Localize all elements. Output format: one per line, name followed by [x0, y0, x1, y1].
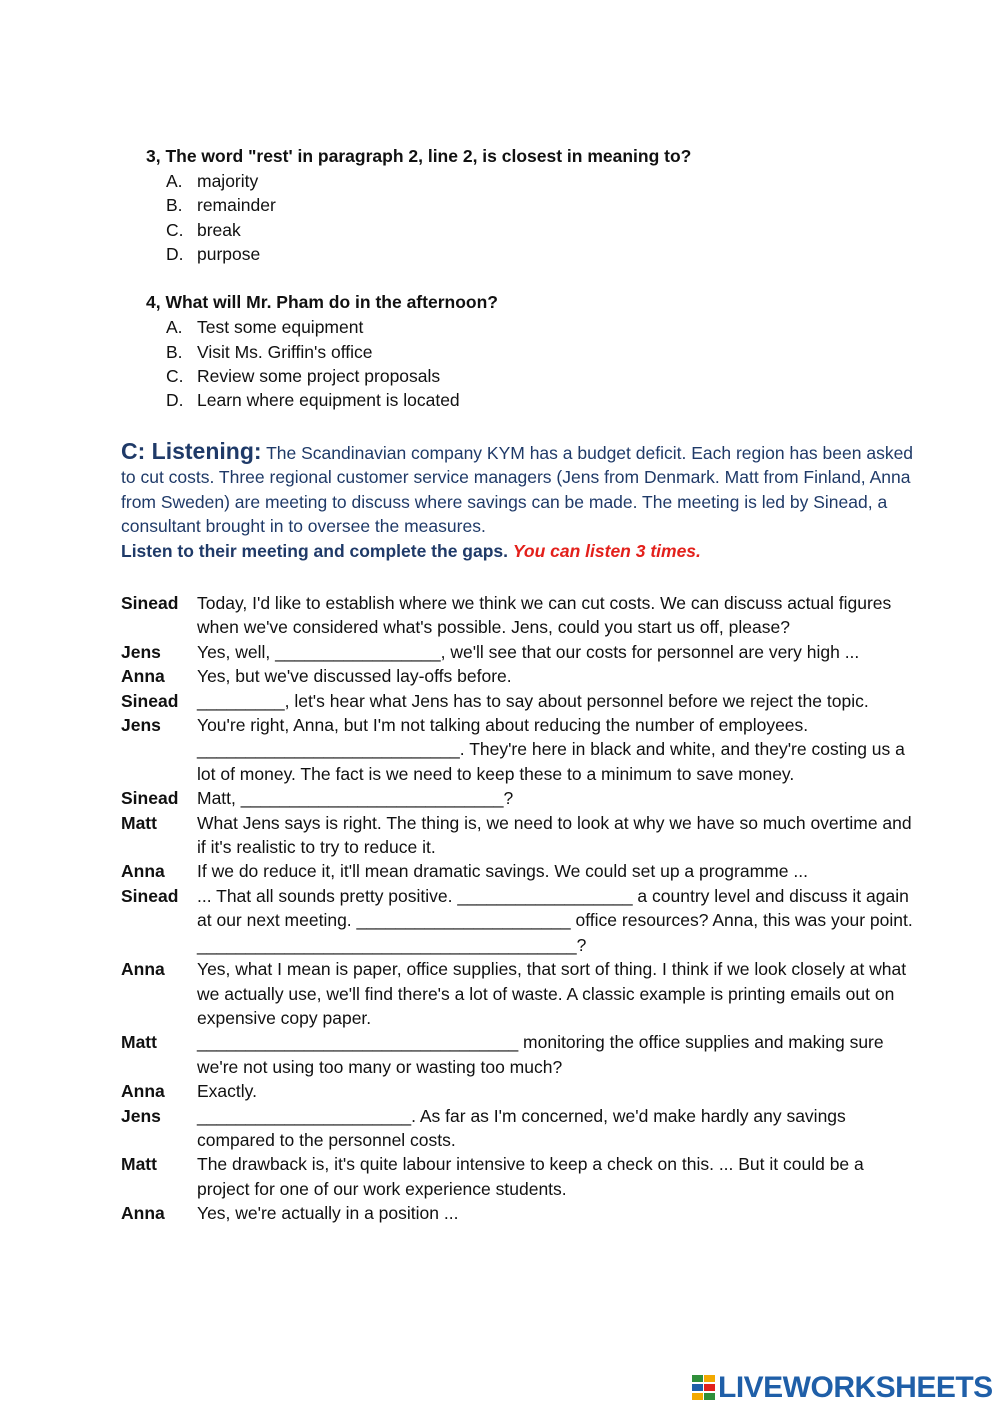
listening-heading: C: Listening:: [121, 438, 262, 464]
speech-text[interactable]: ______________________. As far as I'm concerned, we'd make hardly any savings compared to the personnel costs.: [197, 1105, 846, 1150]
speaker-name: Matt: [121, 812, 157, 833]
dialogue-line: [121, 859, 921, 883]
dialogue-line: [121, 713, 921, 786]
speech-text: If we do reduce it, it'll mean dramatic savings. We could set up a programme ...: [197, 861, 808, 882]
speaker-name: Sinead: [121, 593, 179, 613]
question-4-option-c[interactable]: C. Review some project proposals: [166, 366, 441, 386]
speech-text: Yes, we're actually in a position ...: [197, 1203, 459, 1224]
listening-instruction-red: You can listen 3 times.: [512, 540, 701, 561]
question-4-option-b[interactable]: B. Visit Ms. Griffin's office: [166, 342, 373, 362]
dialogue-line: [121, 689, 921, 713]
speaker-name: Anna: [121, 666, 165, 687]
listening-section: [121, 439, 921, 563]
speech-text[interactable]: _________, let's hear what Jens has to say about personnel before we reject the topic.: [197, 690, 869, 711]
speaker-name: Jens: [121, 715, 161, 736]
dialogue-line: [121, 664, 921, 688]
question-3-title: 3, The word "rest' in paragraph 2, line 2, is closest in meaning to?: [146, 146, 692, 166]
speaker-name: Anna: [121, 1203, 165, 1224]
speech-text[interactable]: You're right, Anna, but I'm not talking about reducing the number of employees. ___________________________. They're here in black and white, and they're costing us a lot of money. The fact is we need to keep these to a minimum to save money.: [197, 715, 905, 784]
liveworksheets-logo-icon: [692, 1375, 716, 1401]
speaker-name: Sinead: [121, 690, 179, 711]
question-4-option-a[interactable]: A. Test some equipment: [166, 317, 364, 337]
speaker-name: Sinead: [121, 885, 179, 906]
speech-text: Yes, what I mean is paper, office supplies, that sort of thing. I think if we look closely at what we actually use, we'll find there's a lot of waste. A classic example is printing emails out on expensive copy paper.: [197, 959, 907, 1028]
speaker-name: Matt: [121, 1032, 157, 1053]
listening-instruction: Listen to their meeting and complete the gaps.: [121, 540, 508, 561]
listening-intro-text: The Scandinavian company KYM has a budget deficit. Each region has been asked to cut costs. Three regional customer service managers (Jens from Denmark. Matt from Finland, Anna from Sweden) are meeting to discuss where savings can be made. The meeting is led by Sinead, a consultant brought in to oversee the measures.: [121, 443, 914, 537]
dialogue-line: [121, 811, 921, 860]
dialogue-line: [121, 1152, 921, 1201]
speaker-name: Jens: [121, 641, 161, 662]
dialogue-line: [121, 786, 921, 810]
dialogue-line: [121, 640, 921, 664]
dialogue-line: [121, 957, 921, 1030]
speech-text: Today, I'd like to establish where we think we can cut costs. We can discuss actual figures when we've considered what's possible. Jens, could you start us off, please?: [197, 593, 892, 638]
speech-text[interactable]: Yes, well, _________________, we'll see that our costs for personnel are very high ...: [197, 641, 860, 662]
liveworksheets-logo-text: LIVEWORKSHEETS: [718, 1371, 993, 1404]
dialogue-line: [121, 884, 921, 957]
speaker-name: Jens: [121, 1105, 161, 1126]
question-3-option-b[interactable]: B. remainder: [166, 195, 276, 215]
dialogue-line: [121, 1030, 921, 1079]
question-3-option-c[interactable]: C. break: [166, 220, 241, 240]
dialogue-line: [121, 591, 921, 640]
speaker-name: Anna: [121, 959, 165, 980]
liveworksheets-logo[interactable]: [692, 1373, 993, 1403]
dialogue-line: [121, 1201, 921, 1225]
speech-text[interactable]: Matt, ___________________________?: [197, 788, 514, 809]
question-3-option-d[interactable]: D. purpose: [166, 244, 261, 264]
speaker-name: Anna: [121, 1081, 165, 1102]
speech-text: Exactly.: [197, 1081, 257, 1102]
dialogue: [121, 591, 921, 1226]
question-4-option-d[interactable]: D. Learn where equipment is located: [166, 390, 460, 410]
speaker-name: Matt: [121, 1154, 157, 1175]
speech-text[interactable]: ... That all sounds pretty positive. __________________ a country level and discuss it again at our next meeting. ______________________ office resources? Anna, this was your point. _______________________________________?: [197, 885, 913, 955]
question-3-option-a[interactable]: A. majority: [166, 171, 259, 191]
speaker-name: Sinead: [121, 788, 179, 809]
speech-text[interactable]: _________________________________ monitoring the office supplies and making sure we're not using too many or wasting too much?: [197, 1032, 884, 1077]
speech-text: Yes, but we've discussed lay-offs before.: [197, 666, 512, 687]
speech-text: What Jens says is right. The thing is, we need to look at why we have so much overtime and if it's realistic to try to reduce it.: [197, 812, 912, 858]
dialogue-line: [121, 1079, 921, 1103]
dialogue-line: [121, 1104, 921, 1153]
question-4-title: 4, What will Mr. Pham do in the afternoon?: [146, 292, 498, 312]
speaker-name: Anna: [121, 861, 165, 882]
speech-text: The drawback is, it's quite labour intensive to keep a check on this. ... But it could be a project for one of our work experience students.: [197, 1154, 864, 1199]
